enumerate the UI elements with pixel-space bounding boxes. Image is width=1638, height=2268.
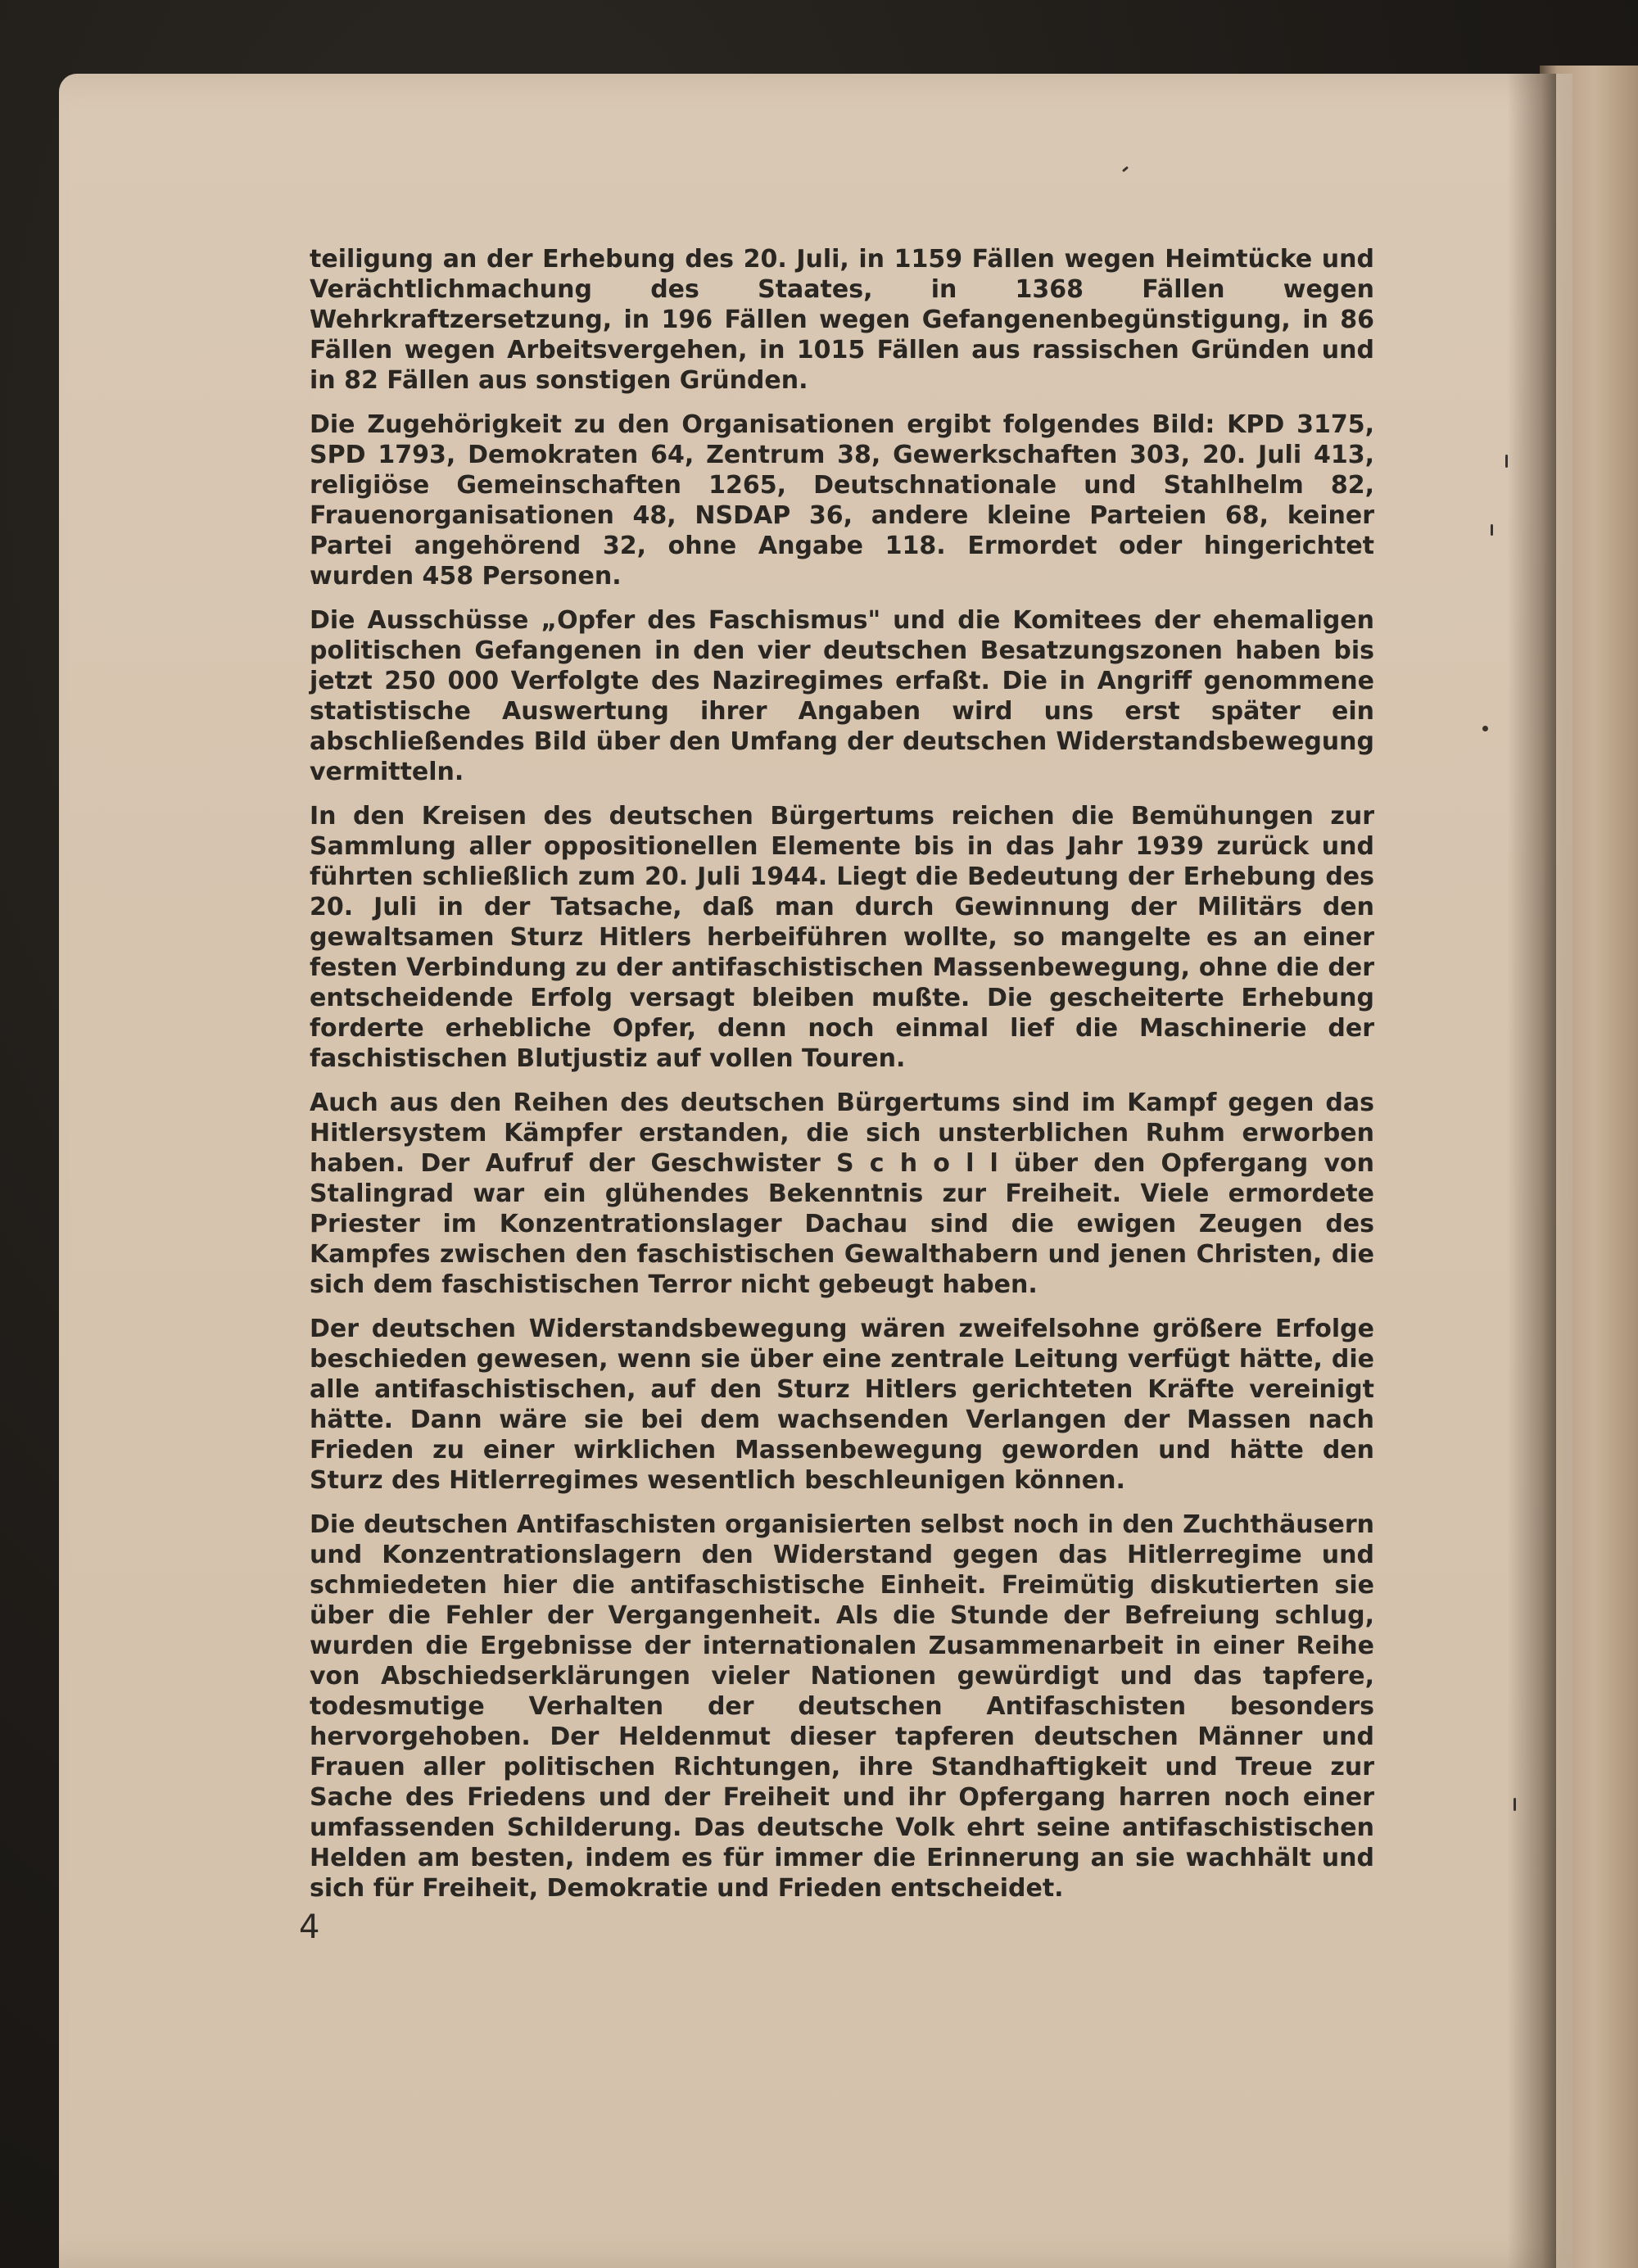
paragraph: Die Ausschüsse „Opfer des Faschismus" und die Komitees der ehemaligen politischen Gefangenen in den vier deutschen Besatzungszonen haben bis jetzt 250 000 Verfolgte des Naziregimes erfaßt. Die in Angriff genommene statistische Auswertung ihrer Angaben wird uns erst später ein abschließendes Bild über den Umfang der deutschen Widerstandsbewegung vermitteln.	[310, 606, 1374, 786]
page-number: 4	[299, 1908, 320, 1946]
paragraph: Die Zugehörigkeit zu den Organisationen ergibt folgendes Bild: KPD 3175, SPD 1793, Demokraten 64, Zentrum 38, Gewerkschaften 303, 20. Juli 413, religiöse Gemeinschaften 1265, Deutschnationale und Stahlhelm 82, Frauenorganisationen 48, NSDAP 36, andere kleine Parteien 68, keiner Partei angehörend 32, ohne Angabe 118. Ermordet oder hingerichtet wurden 458 Personen.	[310, 410, 1374, 591]
paper-speck	[1491, 524, 1493, 536]
paragraph: Der deutschen Widerstandsbewegung wären zweifelsohne größere Erfolge beschieden gewesen, wenn sie über eine zentrale Leitung verfügt hätte, die alle antifaschistischen, auf den Sturz Hitlers gerichteten Kräfte vereinigt hätte. Dann wäre sie bei dem wachsenden Verlangen der Massen nach Frieden zu einer wirklichen Massenbewegung geworden und hätte den Sturz des Hitlerregimes wesentlich beschleunigen können.	[310, 1315, 1374, 1495]
paper-speck	[1514, 1798, 1516, 1811]
paper-speck	[1505, 455, 1508, 468]
paragraph: In den Kreisen des deutschen Bürgertums reichen die Bemühungen zur Sammlung aller oppositionellen Elemente bis in das Jahr 1939 zurück und führten schließlich zum 20. Juli 1944. Liegt die Bedeutung der Erhebung des 20. Juli in der Tatsache, daß man durch Gewinnung der Militärs den gewaltsamen Sturz Hitlers herbeiführen wollte, so mangelte es an einer festen Verbindung zu der antifaschistischen Massenbewegung, ohne die der entscheidende Erfolg versagt bleiben mußte. Die gescheiterte Erhebung forderte erhebliche Opfer, denn noch einmal lief die Maschinerie der faschistischen Blutjustiz auf vollen Touren.	[310, 802, 1374, 1073]
paper-speck	[1482, 726, 1488, 731]
paragraph: teiligung an der Erhebung des 20. Juli, in 1159 Fällen wegen Heimtücke und Verächtlichmachung des Staates, in 1368 Fällen wegen Wehrkraftzersetzung, in 196 Fällen wegen Gefangenenbegünstigung, in 86 Fällen wegen Arbeitsvergehen, in 1015 Fällen aus rassischen Gründen und in 82 Fällen aus sonstigen Gründen.	[310, 245, 1374, 395]
paragraph: Auch aus den Reihen des deutschen Bürgertums sind im Kampf gegen das Hitlersystem Kämpfer erstanden, die sich unsterblichen Ruhm erworben haben. Der Aufruf der Geschwister S c h o l l über den Opfergang von Stalingrad war ein glühendes Bekenntnis zur Freiheit. Viele ermordete Priester im Konzentrationslager Dachau sind die ewigen Zeugen des Kampfes zwischen den faschistischen Gewalthabern und jenen Christen, die sich dem faschistischen Terror nicht gebeugt haben.	[310, 1089, 1374, 1299]
page-gutter-shadow	[1507, 74, 1556, 2268]
paragraph: Die deutschen Antifaschisten organisierten selbst noch in den Zuchthäusern und Konzentrationslagern den Widerstand gegen das Hitlerregime und schmiedeten hier die antifaschistische Einheit. Freimütig diskutierten sie über die Fehler der Vergangenheit. Als die Stunde der Befreiung schlug, wurden die Ergebnisse der internationalen Zusammenarbeit in einer Reihe von Abschiedserklärungen vieler Nationen gewürdigt und das tapfere, todesmutige Verhalten der deutschen Antifaschisten besonders hervorgehoben. Der Heldenmut dieser tapferen deutschen Männer und Frauen aller politischen Richtungen, ihre Standhaftigkeit und Treue zur Sache des Friedens und der Freiheit und ihr Opfergang harren noch einer umfassenden Schilderung. Das deutsche Volk ehrt seine antifaschistischen Helden am besten, indem es für immer die Erinnerung an sie wachhält und sich für Freiheit, Demokratie und Frieden entscheidet.	[310, 1510, 1374, 1903]
body-text	[310, 244, 1374, 1917]
